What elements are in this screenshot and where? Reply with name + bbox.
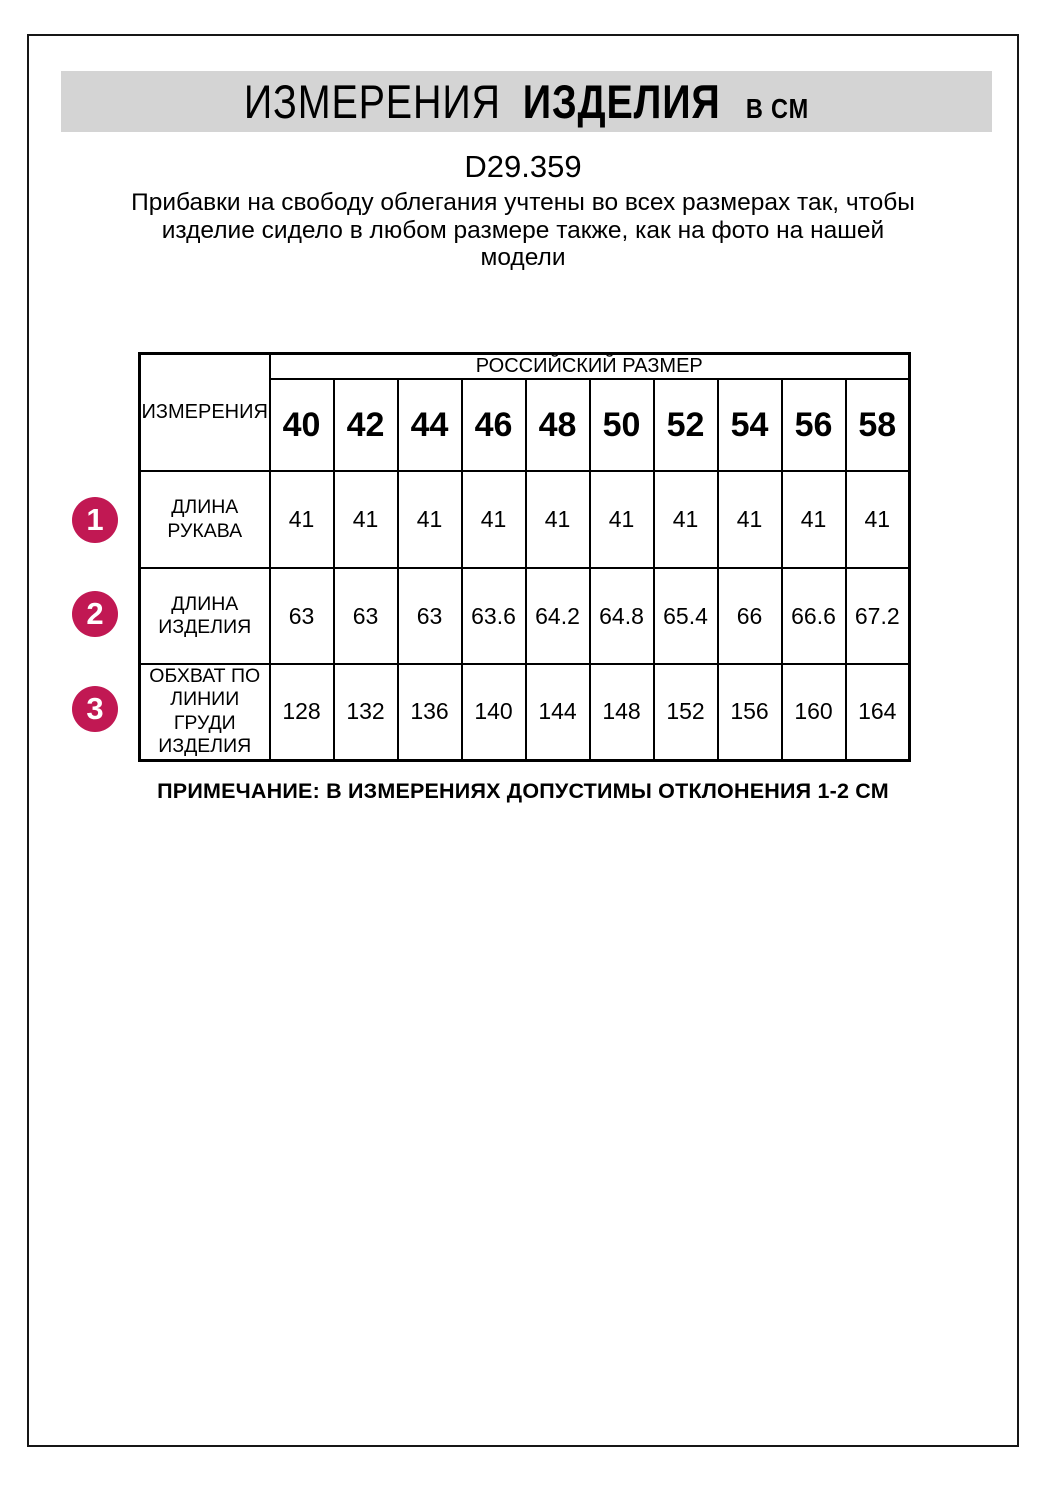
description-line: изделие сидело в любом размере также, как на фото на нашей: [161, 216, 885, 244]
size-measurement-table: [138, 352, 911, 762]
measurement-value-cell: 132: [334, 664, 398, 760]
row-number-badge-2: 2: [72, 591, 118, 637]
measurement-value-cell: 164: [846, 664, 910, 760]
title-word-product: ИЗДЕЛИЯ: [522, 75, 721, 128]
measurement-value-cell: 66: [718, 568, 782, 664]
table-corner-header-measurements: ИЗМЕРЕНИЯ: [140, 354, 270, 472]
measurement-value-cell: 64.2: [526, 568, 590, 664]
measurement-value-cell: 144: [526, 664, 590, 760]
measurement-value-cell: 65.4: [654, 568, 718, 664]
description-line: модели: [480, 244, 566, 271]
row-number-badge-1: 1: [72, 497, 118, 543]
page-title: [244, 74, 809, 129]
size-column-header: 56: [782, 379, 846, 471]
size-column-header: 50: [590, 379, 654, 471]
measurement-value-cell: 63: [398, 568, 462, 664]
measurement-row-label: ОБХВАТ ПО ЛИНИИ ГРУДИ ИЗДЕЛИЯ: [140, 664, 270, 760]
table-group-header-russian-size: РОССИЙСКИЙ РАЗМЕР: [270, 354, 910, 380]
measurement-row-label: ДЛИНА РУКАВА: [140, 471, 270, 568]
measurement-value-cell: 41: [654, 471, 718, 568]
size-column-header: 44: [398, 379, 462, 471]
measurement-value-cell: 67.2: [846, 568, 910, 664]
measurement-value-cell: 41: [590, 471, 654, 568]
measurement-value-cell: 41: [334, 471, 398, 568]
product-code: D29.359: [464, 149, 582, 184]
measurement-value-cell: 140: [462, 664, 526, 760]
title-bar: [61, 71, 992, 132]
measurement-value-cell: 128: [270, 664, 334, 760]
measurement-value-cell: 41: [526, 471, 590, 568]
measurement-value-cell: 41: [846, 471, 910, 568]
size-column-header: 54: [718, 379, 782, 471]
table-row: [140, 471, 910, 568]
measurement-value-cell: 152: [654, 664, 718, 760]
measurement-value-cell: 41: [782, 471, 846, 568]
size-column-header: 58: [846, 379, 910, 471]
measurement-value-cell: 41: [462, 471, 526, 568]
measurement-value-cell: 41: [270, 471, 334, 568]
table-row: [140, 664, 910, 760]
measurement-value-cell: 156: [718, 664, 782, 760]
size-column-header: 46: [462, 379, 526, 471]
row-number-badge-3: 3: [72, 686, 118, 732]
measurement-value-cell: 66.6: [782, 568, 846, 664]
size-column-header: 52: [654, 379, 718, 471]
size-column-header: 48: [526, 379, 590, 471]
measurement-value-cell: 160: [782, 664, 846, 760]
measurement-value-cell: 63: [270, 568, 334, 664]
size-column-header: 42: [334, 379, 398, 471]
description-line: Прибавки на свободу облегания учтены во всех размерах так, чтобы: [131, 189, 915, 216]
measurement-value-cell: 63: [334, 568, 398, 664]
table-row: [140, 568, 910, 664]
size-column-header: 40: [270, 379, 334, 471]
fit-description: [27, 189, 1019, 272]
measurement-value-cell: 148: [590, 664, 654, 760]
measurement-value-cell: 41: [718, 471, 782, 568]
measurement-value-cell: 41: [398, 471, 462, 568]
tolerance-note: ПРИМЕЧАНИЕ: В ИЗМЕРЕНИЯХ ДОПУСТИМЫ ОТКЛОНЕНИЯ 1-2 СМ: [157, 779, 889, 803]
measurement-row-label: ДЛИНА ИЗДЕЛИЯ: [140, 568, 270, 664]
measurement-value-cell: 64.8: [590, 568, 654, 664]
title-unit-cm: В СМ: [745, 93, 810, 124]
measurement-value-cell: 63.6: [462, 568, 526, 664]
title-word-measurements: ИЗМЕРЕНИЯ: [243, 75, 501, 128]
measurement-value-cell: 136: [398, 664, 462, 760]
